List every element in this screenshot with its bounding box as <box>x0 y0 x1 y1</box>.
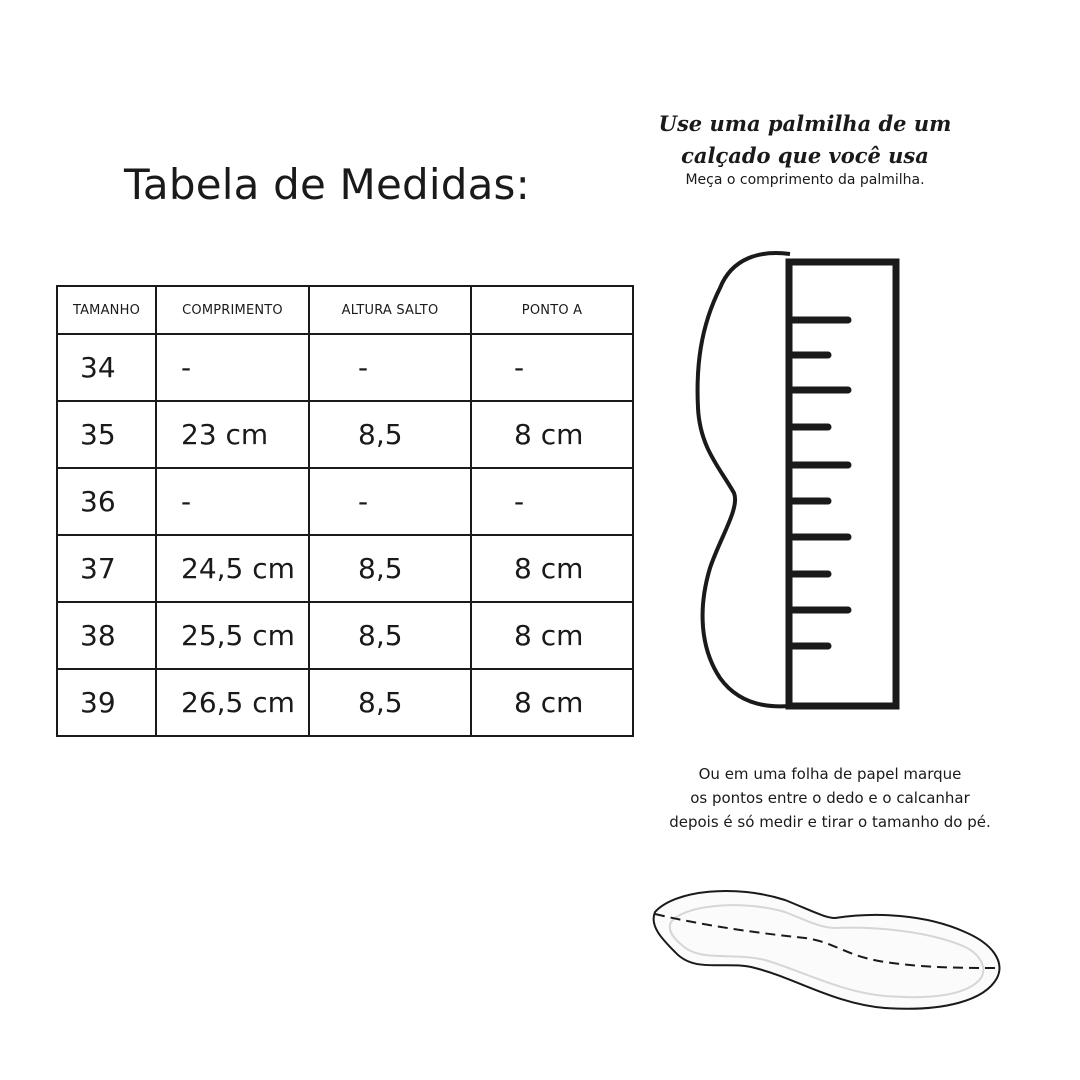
insole-hint-title-line2: calçado que você usa <box>681 143 929 168</box>
paper-instructions-line3: depois é só medir e tirar o tamanho do pé. <box>669 813 991 831</box>
table-row <box>57 401 633 468</box>
cell-size: 35 <box>57 401 156 468</box>
paper-instructions <box>640 762 1020 834</box>
cell-length: 25,5 cm <box>156 602 309 669</box>
header-comprimento: COMPRIMENTO <box>156 286 309 334</box>
paper-instructions-line1: Ou em uma folha de papel marque <box>698 765 962 783</box>
cell-length: - <box>156 334 309 401</box>
cell-point-a: 8 cm <box>471 669 633 736</box>
table-row <box>57 669 633 736</box>
insole-hint-subtitle: Meça o comprimento da palmilha. <box>685 172 925 188</box>
cell-size: 38 <box>57 602 156 669</box>
cell-size: 34 <box>57 334 156 401</box>
cell-point-a: - <box>471 334 633 401</box>
cell-heel-height: - <box>309 334 471 401</box>
cell-length: 23 cm <box>156 401 309 468</box>
table-row <box>57 602 633 669</box>
cell-point-a: 8 cm <box>471 602 633 669</box>
header-altura-salto: ALTURA SALTO <box>309 286 471 334</box>
shoe-sole-outline-icon <box>645 882 1010 1022</box>
size-table <box>56 285 634 737</box>
cell-size: 36 <box>57 468 156 535</box>
insole-hint-title-line1: Use uma palmilha de um <box>658 111 952 136</box>
cell-point-a: 8 cm <box>471 535 633 602</box>
cell-size: 39 <box>57 669 156 736</box>
cell-heel-height: 8,5 <box>309 535 471 602</box>
table-row <box>57 468 633 535</box>
header-ponto-a: PONTO A <box>471 286 633 334</box>
cell-point-a: - <box>471 468 633 535</box>
cell-length: - <box>156 468 309 535</box>
cell-heel-height: 8,5 <box>309 669 471 736</box>
cell-heel-height: 8,5 <box>309 602 471 669</box>
table-header-row <box>57 286 633 334</box>
insole-with-ruler-icon <box>690 248 910 718</box>
cell-length: 24,5 cm <box>156 535 309 602</box>
page-title: Tabela de Medidas: <box>124 160 530 209</box>
header-tamanho: TAMANHO <box>57 286 156 334</box>
cell-size: 37 <box>57 535 156 602</box>
cell-heel-height: 8,5 <box>309 401 471 468</box>
insole-hint-title <box>655 108 955 172</box>
cell-heel-height: - <box>309 468 471 535</box>
table-row <box>57 535 633 602</box>
paper-instructions-line2: os pontos entre o dedo e o calcanhar <box>690 789 970 807</box>
cell-length: 26,5 cm <box>156 669 309 736</box>
table-row <box>57 334 633 401</box>
cell-point-a: 8 cm <box>471 401 633 468</box>
